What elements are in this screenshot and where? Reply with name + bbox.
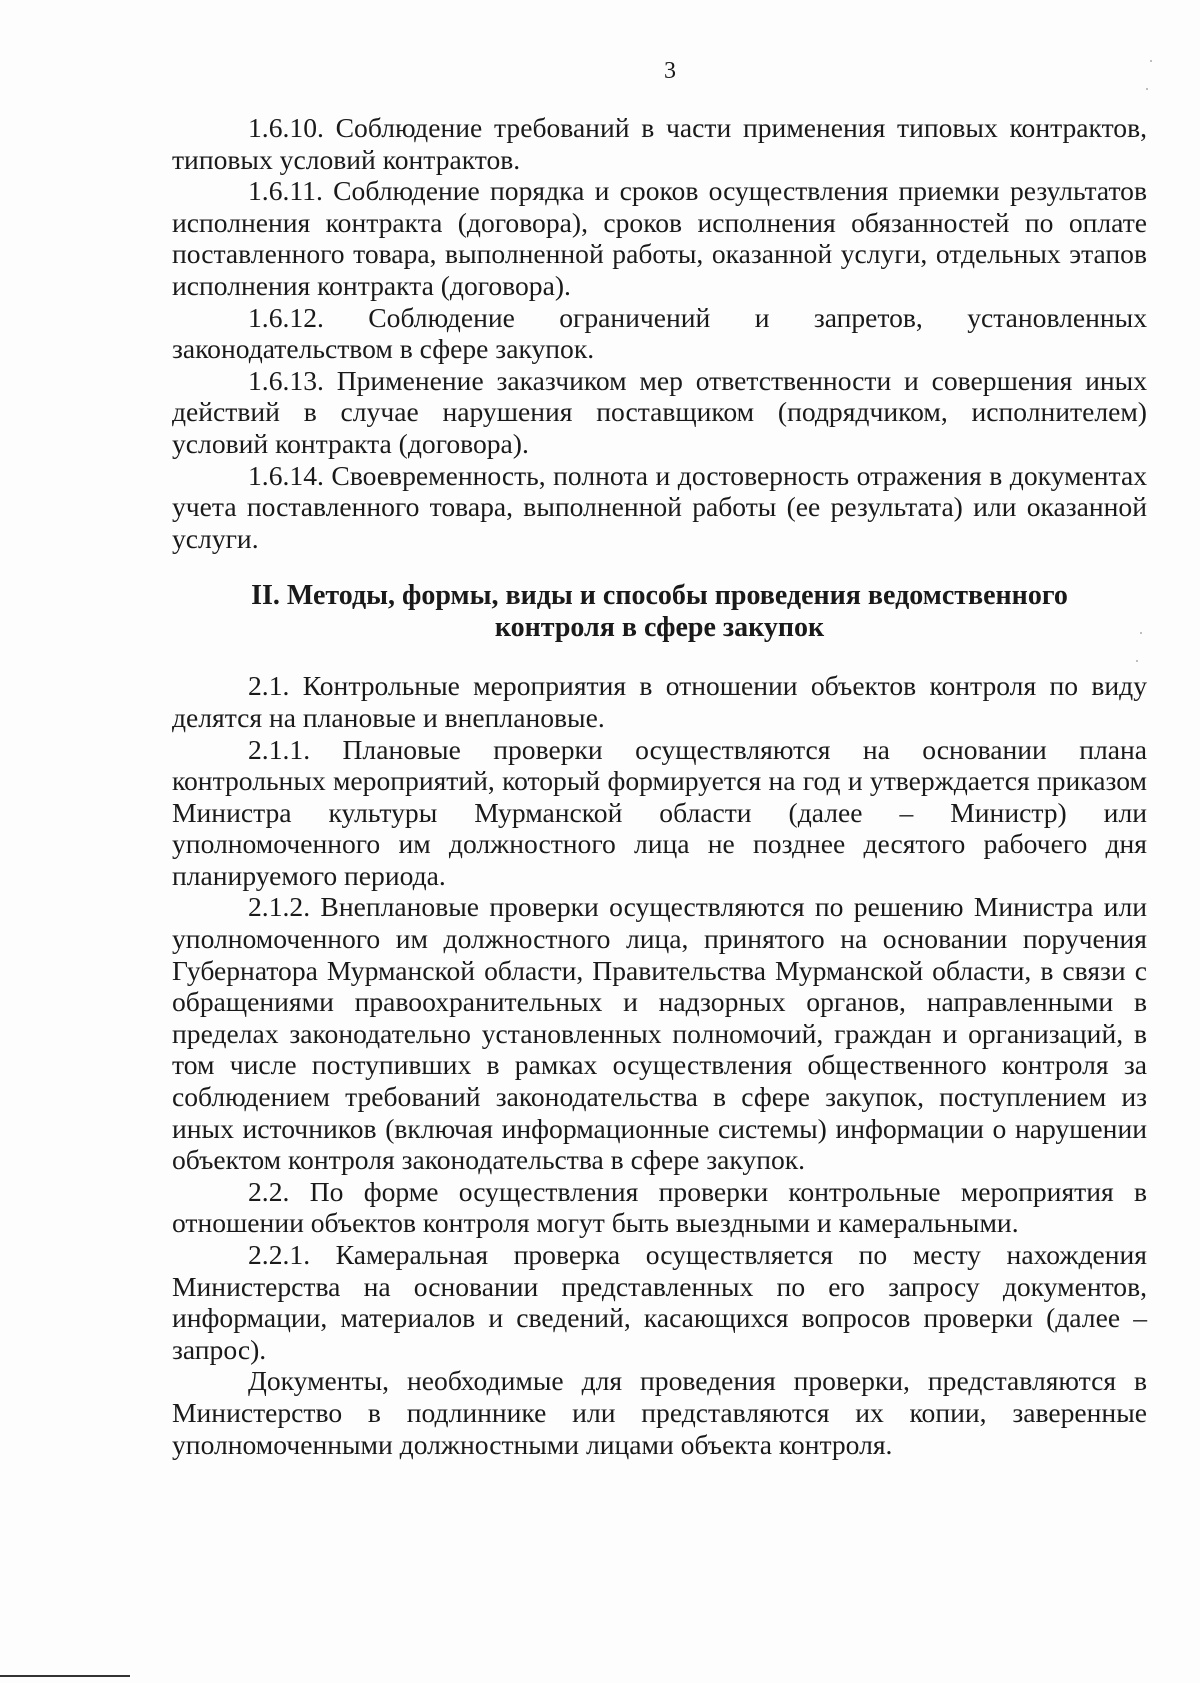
scan-speck bbox=[1146, 88, 1148, 90]
paragraph-1-6-11: 1.6.11. Соблюдение порядка и сроков осуществления приемки результатов исполнения контракта (договора), сроков исполнения обязанностей по оплате поставленного товара, выполненной работы, оказанной услуги, отдельных этапов исполнения контракта (договора). bbox=[172, 175, 1147, 301]
scan-speck bbox=[1150, 60, 1152, 62]
section-heading: II. Методы, формы, виды и способы проведения ведомственного контроля в сфере закупок bbox=[251, 580, 1068, 644]
paragraph-2-1-1: 2.1.1. Плановые проверки осуществляются на основании плана контрольных мероприятий, который формируется на год и утверждается приказом Министра культуры Мурманской области (далее – Министр) или уполномоченного им должностного лица не позднее десятого рабочего дня планируемого периода. bbox=[172, 733, 1147, 891]
document-body bbox=[172, 112, 1147, 1460]
paragraph-1-6-14: 1.6.14. Своевременность, полнота и достоверность отражения в документах учета поставленного товара, выполненной работы (ее результата) или оказанной услуги. bbox=[172, 459, 1147, 554]
page-number: 3 bbox=[664, 58, 676, 84]
paragraph-2-2: 2.2. По форме осуществления проверки контрольные мероприятия в отношении объектов контроля могут быть выездными и камеральными. bbox=[172, 1175, 1147, 1239]
paragraph-1-6-12: 1.6.12. Соблюдение ограничений и запретов, установленных законодательством в сфере закупок. bbox=[172, 301, 1147, 365]
scan-speck bbox=[1140, 632, 1142, 634]
corner-scan-line bbox=[0, 1675, 130, 1677]
paragraph-1-6-13: 1.6.13. Применение заказчиком мер ответственности и совершения иных действий в случае нарушения поставщиком (подрядчиком, исполнителем) условий контракта (договора). bbox=[172, 364, 1147, 459]
scan-speck bbox=[1136, 660, 1138, 662]
paragraph-2-1-2: 2.1.2. Внеплановые проверки осуществляются по решению Министра или уполномоченного им должностного лица, принятого на основании поручения Губернатора Мурманской области, Правительства Мурманской области, в связи с обращениями правоохранительных и надзорных органов, направленными в пределах законодательно установленных полномочий, граждан и организаций, в том числе поступивших в рамках осуществления общественного контроля за соблюдением требований законодательства в сфере закупок, поступлением из иных источников (включая информационные системы) информации о нарушении объектом контроля законодательства в сфере закупок. bbox=[172, 891, 1147, 1176]
paragraph-2-1: 2.1. Контрольные мероприятия в отношении объектов контроля по виду делятся на плановые и внеплановые. bbox=[172, 670, 1147, 733]
paragraph-1-6-10: 1.6.10. Соблюдение требований в части применения типовых контрактов, типовых условий контрактов. bbox=[172, 112, 1147, 175]
paragraph-2-2-1: 2.2.1. Камеральная проверка осуществляется по месту нахождения Министерства на основании представленных по его запросу документов, информации, материалов и сведений, касающихся вопросов проверки (далее – запрос). bbox=[172, 1239, 1147, 1365]
paragraph-documents: Документы, необходимые для проведения проверки, представляются в Министерство в подлиннике или представляются их копии, заверенные уполномоченными должностными лицами объекта контроля. bbox=[172, 1365, 1147, 1460]
